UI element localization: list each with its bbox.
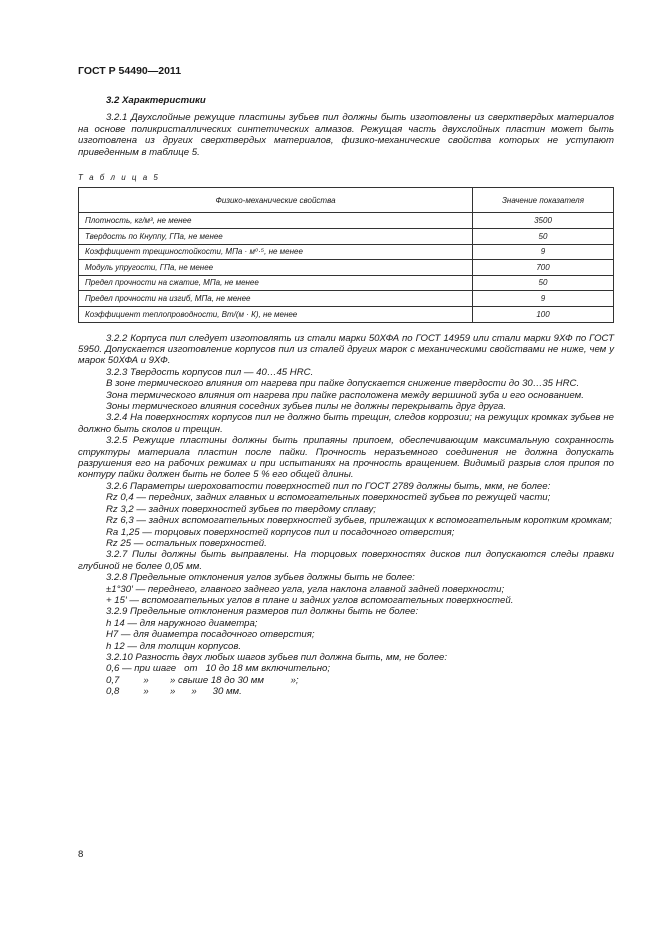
step-item: 0,8 » » » 30 мм. bbox=[106, 686, 242, 698]
paragraph-3-2-3-b: В зоне термического влияния от нагрева при пайке допускается снижение твердости до 30…35 HRC. bbox=[106, 378, 580, 390]
paragraph-3-2-7: 3.2.7 Пилы должны быть выправлены. На торцовых поверхностях дисков пил допускаются следы правки глубиной не более 0,05 мм. bbox=[78, 549, 614, 572]
table-cell-property: Предел прочности на изгиб, МПа, не менее bbox=[79, 291, 473, 307]
paragraph-3-2-3-d: Зоны термического влияния соседних зубьев пилы не должны перекрывать друг друга. bbox=[106, 401, 507, 413]
table-header-row bbox=[79, 188, 614, 213]
table-cell-value: 9 bbox=[473, 244, 614, 260]
step-item: 0,6 — при шаге от 10 до 18 мм включительно; bbox=[106, 663, 331, 675]
table-row bbox=[79, 260, 614, 276]
document-body bbox=[78, 95, 614, 698]
table-row bbox=[79, 291, 614, 307]
table-cell-property: Плотность, кг/м³, не менее bbox=[79, 213, 473, 229]
roughness-item: Rz 3,2 — задних поверхностей зубьев по твердому сплаву; bbox=[106, 503, 376, 515]
paragraph-3-2-5: 3.2.5 Режущие пластины должны быть припаяны припоем, обеспечивающим максимальную сохранность структуры материала пластин после пайки. Прочность неразъемного соединения не должна допускать разрушения его на рабочих режимах и при испытаниях на прочность вращением. Видимый разрыв слоя припоя по контуру пайки должен быть не более 5 % его общей длины. bbox=[78, 435, 614, 481]
table-row bbox=[79, 244, 614, 260]
paragraph-3-2-9: 3.2.9 Предельные отклонения размеров пил должны быть не более: bbox=[106, 606, 419, 618]
table-cell-property: Коэффициент теплопроводности, Вт/(м · К), не менее bbox=[79, 307, 473, 323]
dimension-item: h 14 — для наружного диаметра; bbox=[106, 617, 258, 629]
table-caption: Т а б л и ц а 5 bbox=[78, 173, 160, 183]
table-cell-value: 50 bbox=[473, 229, 614, 245]
dimension-item: h 12 — для толщин корпусов. bbox=[106, 640, 242, 652]
paragraph-3-2-3-c: Зона термического влияния от нагрева при пайке расположена между вершиной зуба и его основанием. bbox=[106, 389, 584, 401]
paragraph-3-2-6: 3.2.6 Параметры шероховатости поверхностей пил по ГОСТ 2789 должны быть, мкм, не более: bbox=[106, 480, 551, 492]
table-header-value: Значение показателя bbox=[473, 188, 614, 213]
angle-item: + 15′ — вспомогательных углов в плане и задних углов вспомогательных поверхностей. bbox=[106, 594, 514, 606]
document-header: ГОСТ Р 54490—2011 bbox=[78, 65, 182, 77]
table-cell-property: Предел прочности на сжатие, МПа, не менее bbox=[79, 275, 473, 291]
section-title: 3.2 Характеристики bbox=[106, 95, 206, 106]
table-cell-value: 100 bbox=[473, 307, 614, 323]
table-cell-value: 50 bbox=[473, 275, 614, 291]
table-cell-property: Твердость по Кнуппу, ГПа, не менее bbox=[79, 229, 473, 245]
paragraph-3-2-10: 3.2.10 Разность двух любых шагов зубьев пил должна быть, мм, не более: bbox=[106, 651, 448, 663]
table-cell-value: 9 bbox=[473, 291, 614, 307]
table-row bbox=[79, 275, 614, 291]
paragraph-3-2-4: 3.2.4 На поверхностях корпусов пил не должно быть трещин, следов коррозии; на режущих кромках зубьев не должно быть сколов и трещин. bbox=[78, 412, 614, 435]
table-row bbox=[79, 307, 614, 323]
roughness-item: Rz 6,3 — задних вспомогательных поверхностей зубьев, прилежащих к вспомогательным коротким кромкам; bbox=[106, 515, 612, 527]
table-cell-property: Коэффициент трещиностойкости, МПа · м⁰·⁵, не менее bbox=[79, 244, 473, 260]
table-cell-property: Модуль упругости, ГПа, не менее bbox=[79, 260, 473, 276]
properties-table bbox=[78, 187, 614, 322]
table-cell-value: 700 bbox=[473, 260, 614, 276]
table-row bbox=[79, 213, 614, 229]
roughness-item: Rz 0,4 — передних, задних главных и вспомогательных поверхностей зубьев по режущей части; bbox=[106, 492, 551, 504]
roughness-item: Rz 25 — остальных поверхностей. bbox=[106, 537, 267, 549]
roughness-item: Ra 1,25 — торцовых поверхностей корпусов пил и посадочного отверстия; bbox=[106, 526, 455, 538]
step-item: 0,7 » » свыше 18 до 30 мм »; bbox=[106, 674, 299, 686]
table-row bbox=[79, 229, 614, 245]
page-number: 8 bbox=[78, 849, 84, 860]
dimension-item: H7 — для диаметра посадочного отверстия; bbox=[106, 629, 315, 641]
paragraph-3-2-8: 3.2.8 Предельные отклонения углов зубьев должны быть не более: bbox=[106, 572, 415, 584]
paragraph-3-2-3: 3.2.3 Твердость корпусов пил — 40…45 HRC. bbox=[106, 366, 314, 378]
table-cell-value: 3500 bbox=[473, 213, 614, 229]
table-header-property: Физико-механические свойства bbox=[79, 188, 473, 213]
paragraph-3-2-2: 3.2.2 Корпуса пил следует изготовлять из стали марки 50ХФА по ГОСТ 14959 или стали марки 9ХФ по ГОСТ 5950. Допускается изготовление корпусов пил из сталей других марок с механическими свойствами не ниже, чем у марок 50ХФА и 9ХФ. bbox=[78, 332, 614, 367]
paragraph-3-2-1: 3.2.1 Двухслойные режущие пластины зубьев пил должны быть изготовлены из сверхтвердых материалов на основе поликристаллических синтетических алмазов. Режущая часть двухслойных пластин может быть изготовлена из других сверхтвердых материалов, физико-механические свойства которых не уступают приведенным в таблице 5. bbox=[78, 112, 614, 158]
angle-item: ±1°30′ — переднего, главного заднего угла, угла наклона главной задней поверхности; bbox=[106, 583, 505, 595]
